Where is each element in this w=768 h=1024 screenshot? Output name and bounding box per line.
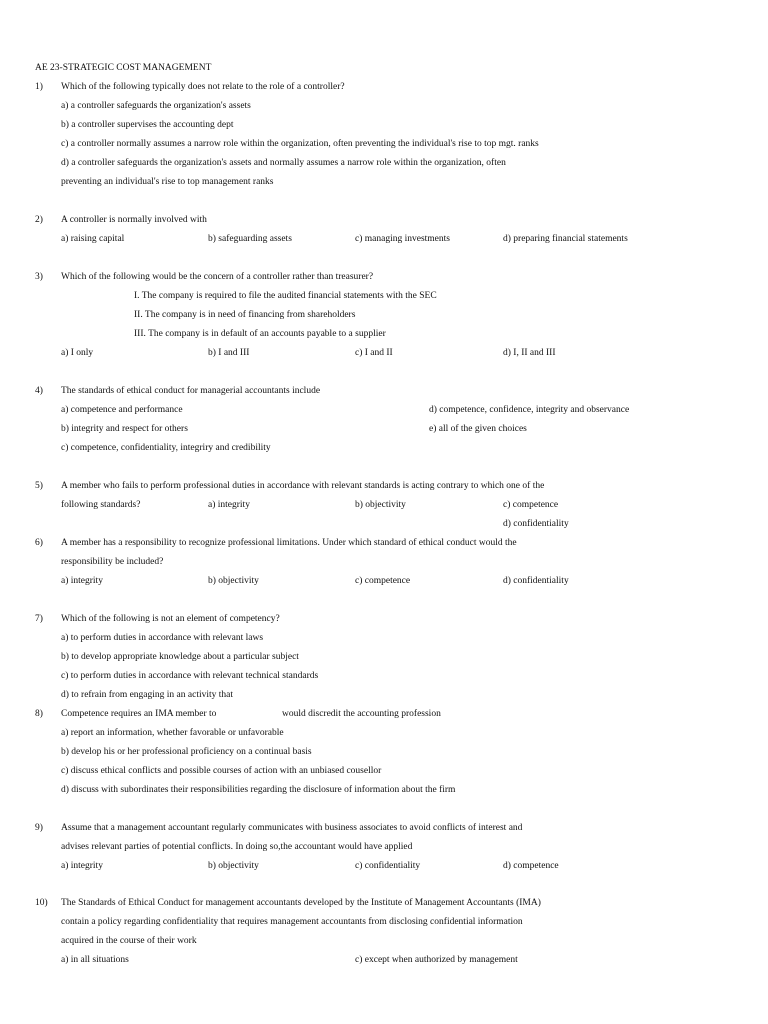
answer-choice: a) integrity — [61, 576, 103, 586]
question-stem: Competence requires an IMA member to — [61, 709, 217, 719]
question-stem-continued: acquired in the course of their work — [61, 936, 197, 946]
question-stem: Assume that a management accountant regularly communicates with business associates to avoid conflicts of interest and — [61, 823, 523, 833]
answer-choice-continued: preventing an individual's rise to top management ranks — [61, 177, 274, 187]
answer-choice: b) to develop appropriate knowledge about a particular subject — [61, 652, 299, 662]
answer-choice: c) managing investments — [355, 234, 450, 244]
question-stem-continued: contain a policy regarding confidentiality that requires management accountants from disclosing confidential information — [61, 917, 523, 927]
answer-choice: c) confidentiality — [355, 861, 421, 871]
question-stem-continued: following standards? — [61, 500, 141, 510]
answer-choice: a) to perform duties in accordance with relevant laws — [61, 633, 264, 643]
question-stem: A member who fails to perform professional duties in accordance with relevant standards is acting contrary to which one of the — [61, 481, 545, 491]
answer-choice: c) a controller normally assumes a narrow role within the organization, often preventing the individual's rise to top mgt. ranks — [61, 139, 539, 149]
answer-choice: d) confidentiality — [503, 519, 569, 529]
question-number: 3) — [35, 272, 43, 282]
answer-choice: e) all of the given choices — [429, 424, 527, 434]
page-title: AE 23-STRATEGIC COST MANAGEMENT — [35, 63, 212, 73]
answer-choice: a) competence and performance — [61, 405, 183, 415]
answer-choice: b) a controller supervises the accounting dept — [61, 120, 234, 130]
answer-choice: d) to refrain from engaging in an activity that — [61, 690, 233, 700]
answer-choice: d) competence, confidence, integrity and observance — [429, 405, 630, 415]
answer-choice: b) develop his or her professional proficiency on a continual basis — [61, 747, 312, 757]
answer-choice: d) confidentiality — [503, 576, 569, 586]
question-stem: A controller is normally involved with — [61, 215, 207, 225]
answer-choice: c) competence — [503, 500, 559, 510]
question-number: 2) — [35, 215, 43, 225]
answer-choice: b) safeguarding assets — [208, 234, 292, 244]
answer-choice: c) except when authorized by management — [355, 955, 518, 965]
answer-choice: a) integrity — [208, 500, 250, 510]
question-number: 8) — [35, 709, 43, 719]
question-number: 7) — [35, 614, 43, 624]
answer-choice: d) competence — [503, 861, 559, 871]
statement-item: II. The company is in need of financing from shareholders — [134, 310, 356, 320]
question-number: 9) — [35, 823, 43, 833]
statement-item: I. The company is required to file the audited financial statements with the SEC — [134, 291, 437, 301]
question-stem: A member has a responsibility to recognize professional limitations. Under which standard of ethical conduct would the — [61, 538, 517, 548]
question-number: 1) — [35, 82, 43, 92]
answer-choice: d) preparing financial statements — [503, 234, 628, 244]
answer-choice: a) report an information, whether favorable or unfavorable — [61, 728, 284, 738]
question-number: 6) — [35, 538, 43, 548]
answer-choice: b) I and III — [208, 348, 250, 358]
answer-choice: b) objectivity — [208, 861, 259, 871]
question-stem: The Standards of Ethical Conduct for management accountants developed by the Institute of Management Accountants (IMA) — [61, 898, 541, 908]
answer-choice: a) raising capital — [61, 234, 125, 244]
answer-choice: c) discuss ethical conflicts and possible courses of action with an unbiased cousellor — [61, 766, 382, 776]
question-stem: The standards of ethical conduct for managerial accountants include — [61, 386, 321, 396]
answer-choice: b) objectivity — [355, 500, 406, 510]
question-number: 10) — [35, 898, 48, 908]
question-stem: Which of the following is not an element of competency? — [61, 614, 280, 624]
answer-choice: d) discuss with subordinates their responsibilities regarding the disclosure of information about the firm — [61, 785, 456, 795]
answer-choice: b) objectivity — [208, 576, 259, 586]
answer-choice: c) I and II — [355, 348, 393, 358]
question-stem: Which of the following would be the concern of a controller rather than treasurer? — [61, 272, 374, 282]
answer-choice: c) competence — [355, 576, 411, 586]
statement-item: III. The company is in default of an accounts payable to a supplier — [134, 329, 386, 339]
answer-choice: b) integrity and respect for others — [61, 424, 188, 434]
answer-choice: a) I only — [61, 348, 94, 358]
question-stem: Which of the following typically does not relate to the role of a controller? — [61, 82, 345, 92]
answer-choice: c) to perform duties in accordance with relevant technical standards — [61, 671, 319, 681]
question-stem-continued: advises relevant parties of potential conflicts. In doing so,the accountant would have applied — [61, 842, 413, 852]
question-stem-continued: would discredit the accounting profession — [282, 709, 441, 719]
answer-choice: a) in all situations — [61, 955, 129, 965]
answer-choice: d) a controller safeguards the organization's assets and normally assumes a narrow role within the organization, often — [61, 158, 506, 168]
answer-choice: a) integrity — [61, 861, 103, 871]
question-number: 4) — [35, 386, 43, 396]
answer-choice: c) competence, confidentiality, integriry and credibility — [61, 443, 271, 453]
answer-choice: d) I, II and III — [503, 348, 556, 358]
question-stem-continued: responsibility be included? — [61, 557, 164, 567]
answer-choice: a) a controller safeguards the organization's assets — [61, 101, 251, 111]
question-number: 5) — [35, 481, 43, 491]
